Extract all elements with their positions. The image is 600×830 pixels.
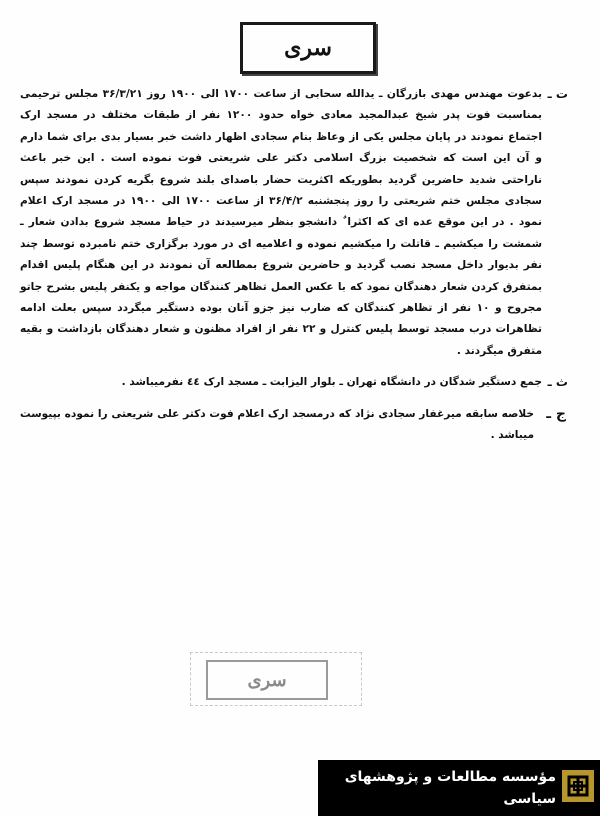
- institute-logo-icon: [562, 770, 594, 802]
- paragraph-th: [20, 372, 568, 393]
- classification-stamp-bottom: سری: [206, 660, 328, 700]
- paragraph-marker: ج ـ: [546, 405, 566, 422]
- institute-url[interactable]: www.psri.ir: [485, 815, 556, 828]
- institute-name: مؤسسه مطالعات و پژوهشهای سیاسی: [344, 769, 556, 807]
- paragraph-text: جمع دستگیر شدگان در دانشگاه تهران ـ بلوار الیزابت ـ مسجد ارک ٤٤ نفرمیباشد .: [121, 376, 542, 389]
- institute-footer: [318, 760, 600, 828]
- paragraph-j: [20, 404, 568, 447]
- logo-knot-icon: [565, 773, 591, 799]
- paragraph-text: خلاصه سابقه میرغفار سجادی نژاد که درمسجد ارک اعلام فوت دکتر علی شریعتی را نموده بپیوست میباشد .: [20, 407, 534, 442]
- paragraph-t: [20, 84, 568, 362]
- report-body: [20, 84, 568, 447]
- paragraph-marker: ث ـ: [547, 375, 568, 390]
- paragraph-text: بدعوت مهندس مهدی بازرگان ـ یدالله سحابی از ساعت ۱۷۰۰ الی ۱۹۰۰ روز ۳۶/۳/۲۱ مجلس ترحیمی بمناسبت فوت پدر شیخ عبدالمجید معادی خواه حدود ۱۲۰۰ نفر از طبقات مختلف در مسجد ارک اجتماع نمودند در پایان مجلس یکی از وعاظ بنام سجادی اظهار داشت خبر بسیار بدی برای شما دارم و آن این است که شخصیت بزرگ اسلامی دکتر علی شریعتی فوت نموده است . این خبر باعث ناراحتی شدید حاضرین گردید بطوریکه اکثریت حضار باصدای بلند شروع بگریه کردن نمودند سپس سجادی مجلس ختم شریعتی را روز پنجشنبه ۳۶/۴/۲ از ساعت ۱۷۰۰ الی ۱۹۰۰ در مسجد ارک اعلام نمود . در این موقع عده ای که اکثرا ٌ دانشجو بنظر میرسیدند در حیاط مسجد شروع بدادن شعار ـ شمشت را میکشیم ـ قاتلت را میکشیم نموده و اعلامیه ای در مورد برگزاری ختم نامبرده توسط چند نفر بدیوار داخل مسجد نصب گردید و حاضرین شروع بمطالعه آن نمودند در این هنگام پلیس اقدام بمتفرق کردن شعار دهندگان نمود که با عکس العمل تظاهر کنندگان مواجه و یکنفر پلیس بشرح جاتو مجروح و ۱۰ نفر از تظاهر کنندگان که ضارب نیز جزو آنان بوده دستگیر میگردد سپس بعلت ادامه تظاهرات درب مسجد توسط پلیس کنترل و ۲۲ نفر از افراد مظنون و شعار دهندگان بازداشت و بقیه متفرق میگردند .: [20, 88, 542, 357]
- footer-text: [318, 766, 556, 830]
- classification-stamp-top: سری: [240, 22, 376, 74]
- paragraph-marker: ت ـ: [547, 87, 568, 101]
